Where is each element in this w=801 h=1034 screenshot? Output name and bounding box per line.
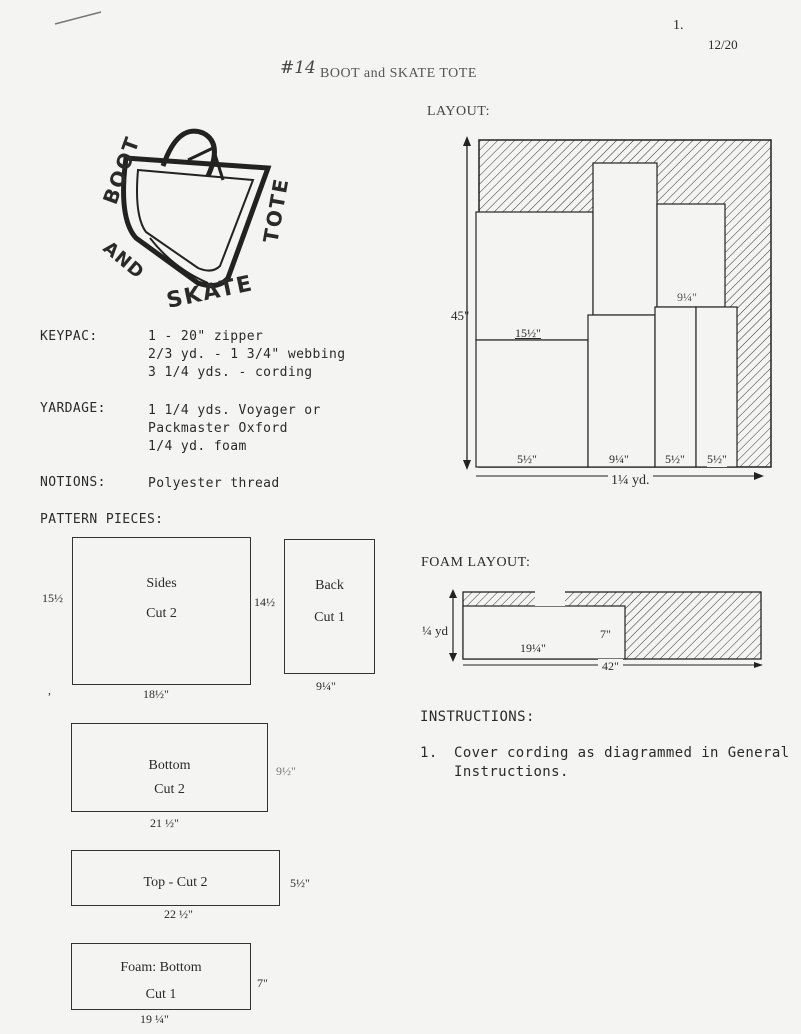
foam-layout-heading: FOAM LAYOUT: xyxy=(421,555,531,570)
layout-piece-bottom-tall xyxy=(593,163,657,315)
layout-bottom-label: 5½" xyxy=(665,452,685,466)
bottom-height: 9½" xyxy=(276,764,296,778)
pattern-piece-sides xyxy=(72,537,251,685)
pattern-piece-top xyxy=(71,850,280,906)
keypac-line: 3 1/4 yds. - cording xyxy=(148,365,313,380)
bottom-width: 21 ½" xyxy=(150,816,179,830)
logo-text-tote: TOTE xyxy=(258,175,294,245)
layout-piece-sides-top xyxy=(476,212,593,340)
sides-width: 18½" xyxy=(143,687,169,701)
foam-layout-width: 42" xyxy=(598,659,623,674)
logo xyxy=(78,118,308,318)
foam-layout-piece-height: 7" xyxy=(600,627,611,641)
top-height: 5½" xyxy=(290,876,310,890)
foam-height: 7" xyxy=(257,976,268,990)
item-number: #14 xyxy=(280,58,316,78)
layout-bottom-label: 5½" xyxy=(707,452,727,466)
pattern-piece-back xyxy=(284,539,375,674)
layout-piece-top-2 xyxy=(696,307,737,467)
notions-value: Polyester thread xyxy=(148,476,280,491)
back-width: 9¼" xyxy=(316,679,336,693)
notions-label: NOTIONS: xyxy=(40,475,106,490)
layout-piece-bottom xyxy=(588,315,655,467)
piece-cut: Cut 1 xyxy=(145,987,177,1002)
foam-layout-piece-width: 19¼" xyxy=(520,641,546,655)
keypac-line: 2/3 yd. - 1 3/4" webbing xyxy=(148,347,346,362)
page-title: BOOT and SKATE TOTE xyxy=(320,66,477,81)
logo-text-and: AND xyxy=(98,237,149,284)
page-number: 1. xyxy=(673,18,684,33)
top-width: 22 ½" xyxy=(164,907,193,921)
layout-sides-width: 15½" xyxy=(515,326,541,340)
keypac-line: 1 - 20" zipper xyxy=(148,329,264,344)
instruction-text: Cover cording as diagrammed in General xyxy=(454,745,790,761)
piece-name: Top - Cut 2 xyxy=(143,875,208,890)
instructions-heading: INSTRUCTIONS: xyxy=(420,709,535,725)
stray-mark: , xyxy=(48,683,51,697)
foam-width: 19 ¼" xyxy=(140,1012,169,1026)
layout-piece-top-1 xyxy=(655,307,696,467)
yardage-line: Packmaster Oxford xyxy=(148,421,288,436)
layout-piece-sides-bottom xyxy=(476,340,588,467)
keypac-label: KEYPAC: xyxy=(40,329,98,344)
pattern-piece-bottom xyxy=(71,723,268,812)
foam-gap xyxy=(535,591,565,606)
piece-cut: Cut 2 xyxy=(154,782,185,797)
pencil-mark xyxy=(55,8,105,28)
pattern-pieces-heading: PATTERN PIECES: xyxy=(40,512,164,527)
layout-back-width: 9¼" xyxy=(677,290,697,304)
layout-bottom-label: 9¼" xyxy=(609,452,629,466)
piece-name: Back xyxy=(315,578,344,593)
foam-layout-height: ¼ yd xyxy=(422,623,448,638)
yardage-label: YARDAGE: xyxy=(40,401,106,416)
piece-name: Foam: Bottom xyxy=(120,960,202,975)
piece-name: Sides xyxy=(146,576,177,591)
layout-total-width: 1¼ yd. xyxy=(608,473,653,489)
layout-bottom-label: 5½" xyxy=(517,452,537,466)
instruction-text: Instructions. xyxy=(454,764,569,780)
yardage-line: 1 1/4 yds. Voyager or xyxy=(148,403,321,418)
back-height: 14½ xyxy=(254,595,275,609)
logo-text-boot: BOOT xyxy=(98,132,145,208)
layout-heading: LAYOUT: xyxy=(427,104,490,119)
instruction-number: 1. xyxy=(420,745,438,761)
piece-cut: Cut 1 xyxy=(314,610,345,625)
yardage-line: 1/4 yd. foam xyxy=(148,439,247,454)
piece-cut: Cut 2 xyxy=(146,606,177,621)
piece-name: Bottom xyxy=(148,758,191,773)
sides-height: 15½ xyxy=(42,591,63,605)
date: 12/20 xyxy=(708,37,738,52)
pattern-piece-foam-bottom xyxy=(71,943,251,1010)
layout-height: 45" xyxy=(451,308,470,323)
logo-text-skate: SKATE xyxy=(164,271,256,314)
cutting-layout-diagram xyxy=(440,130,780,495)
